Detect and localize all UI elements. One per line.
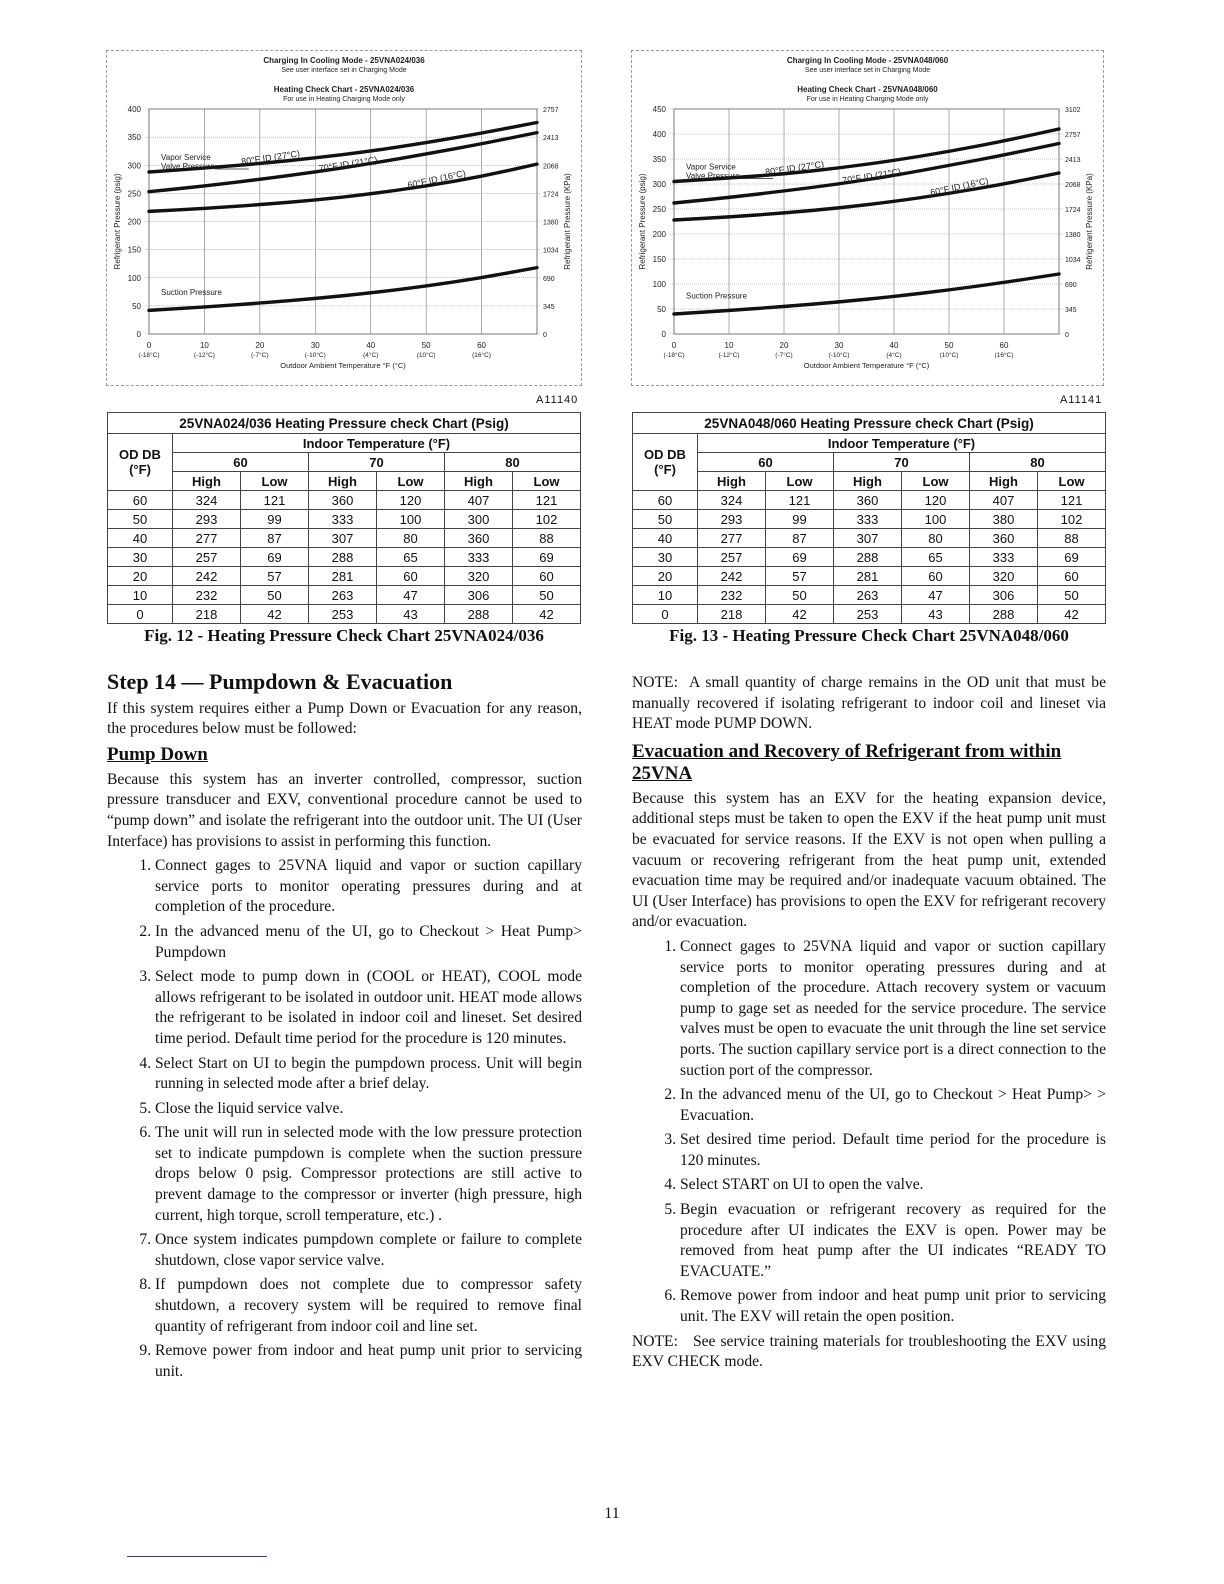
series-line-60f [149,164,537,211]
x-tick-label: 50 [421,341,431,350]
y-tick-label: 250 [127,189,141,199]
y-tick-label: 0 [136,330,141,339]
table-row [633,586,1106,605]
od-db-cell: 60 [108,491,173,510]
pressure-cell: 121 [241,491,309,510]
pressure-cell: 47 [377,586,445,605]
low-header: Low [766,472,834,491]
x-tick-label-celsius: (16°C) [994,352,1014,359]
temp-header: 60 [173,453,309,472]
od-db-cell: 50 [108,510,173,529]
evacuation-heading: Evacuation and Recovery of Refrigerant from within 25VNA [632,740,1062,784]
y-tick-label: 50 [657,305,666,314]
y-tick-label-right: 2413 [1065,157,1081,164]
chart-subtitle: See user interface set in Charging Mode [281,67,407,74]
x-tick-label: 40 [366,341,376,350]
y-tick-label: 350 [127,133,141,143]
y-tick-label-right: 3102 [1065,107,1081,114]
high-header: High [834,472,902,491]
evacuation-steps [632,937,1106,1328]
pressure-cell: 407 [970,491,1038,510]
pressure-cell: 360 [309,491,377,510]
pressure-cell: 288 [834,548,902,567]
x-tick-label-celsius: (-10°C) [304,352,326,359]
vapor-pressure-label [686,163,740,181]
pressure-cell: 102 [513,510,581,529]
low-header: Low [513,472,581,491]
curve-label-80f: 80°F ID (27°C) [764,158,825,178]
x-tick-label-celsius: (-12°C) [718,352,740,359]
od-db-cell: 0 [633,605,698,624]
table-row [108,510,581,529]
y-tick-label-right: 2068 [543,163,559,171]
pressure-cell: 242 [698,567,766,586]
pressure-cell: 87 [766,529,834,548]
pressure-cell: 50 [513,586,581,605]
curve-label-60f: 60°F ID (16°C) [406,168,467,191]
y-tick-label: 200 [127,217,141,227]
pressure-cell: 80 [902,529,970,548]
step-item: 9. Remove power from indoor and heat pump unit prior to servicing unit. [155,1341,582,1382]
low-header: Low [241,472,309,491]
pressure-cell: 50 [1038,586,1106,605]
pressure-cell: 99 [766,510,834,529]
table-row [633,529,1106,548]
chart-subtitle: See user interface set in Charging Mode [804,67,931,74]
pressure-cell: 333 [445,548,513,567]
pressure-cell: 50 [241,586,309,605]
y-tick-label: 250 [652,205,666,214]
pressure-cell: 88 [1038,529,1106,548]
figure-caption-left: Fig. 12 - Heating Pressure Check Chart 25VNA024/036 [144,626,544,645]
pressure-cell: 69 [1038,548,1106,567]
pressure-cell: 120 [902,491,970,510]
od-db-cell: 10 [633,586,698,605]
pressure-cell: 232 [173,586,241,605]
note-paragraph [632,1332,1106,1373]
x-tick-label-celsius: (-10°C) [828,352,850,359]
pressure-cell: 42 [1038,605,1106,624]
pressure-cell: 333 [309,510,377,529]
pressure-cell: 306 [445,586,513,605]
footer-rule [127,1556,267,1557]
y-tick-label-right: 2068 [1065,182,1081,189]
y-tick-label-right: 690 [1065,282,1077,289]
step-item: 3. Set desired time period. Default time period for the procedure is 120 minutes. [680,1130,1106,1171]
y-tick-label-right: 690 [543,275,555,283]
evacuation-paragraph: Because this system has an EXV for the heating expansion device, additional steps must be taken to open the EXV if the heat pump unit must be evacuated for service reasons. If the EXV is not open when pulling a vacuum or recovering refrigerant from the heat pump unit, extended evacuation time may be required and/or inadequate vacuum obtained. The UI (User Interface) has provisions to open the EXV for refrigerant recovery and/or evacuation. [632,789,1106,931]
pressure-cell: 300 [445,510,513,529]
od-db-cell: 30 [633,548,698,567]
pressure-cell: 281 [834,567,902,586]
pressure-cell: 293 [173,510,241,529]
x-tick-label: 0 [146,341,152,350]
x-tick-label: 60 [477,341,487,350]
pressure-table-left [107,412,581,624]
x-tick-label-celsius: (-18°C) [663,352,685,359]
pressure-cell: 307 [309,529,377,548]
pressure-cell: 121 [513,491,581,510]
y-axis-label-right: Refrigerant Pressure (KPa) [563,173,572,270]
x-tick-label: 20 [255,341,265,350]
table-row [633,491,1106,510]
pressure-cell: 333 [834,510,902,529]
pressure-cell: 60 [902,567,970,586]
chart-right [631,50,1104,386]
section-heading: Step 14 — Pumpdown & Evacuation [107,669,453,694]
pressure-cell: 121 [766,491,834,510]
x-tick-label: 40 [889,341,899,350]
x-tick-label: 50 [944,341,954,350]
y-tick-label-right: 0 [543,332,547,339]
x-tick-label: 10 [199,341,209,350]
pressure-table-right [632,412,1106,624]
pressure-cell: 253 [309,605,377,624]
od-db-cell: 50 [633,510,698,529]
y-tick-label-right: 2757 [543,107,559,114]
high-header: High [309,472,377,491]
step-item: 1. Connect gages to 25VNA liquid and vapor or suction capillary service ports to monitor operating pressures during and at completion of the procedure. Attach recovery system or vacuum pump to gage set as needed for the service procedure. The service valves must be open to evacuate the unit through the line set service ports. The suction capillary service port is a direct connection to the suction port of the compressor. [680,937,1106,1081]
pressure-cell: 263 [834,586,902,605]
step-item: 1. Connect gages to 25VNA liquid and vapor or suction capillary service ports to monitor operating pressures during and at completion of the procedure. [155,856,582,918]
table-row [108,529,581,548]
right-column [632,673,1106,1373]
pressure-cell: 69 [513,548,581,567]
pressure-cell: 47 [902,586,970,605]
pressure-cell: 293 [698,510,766,529]
od-db-cell: 30 [108,548,173,567]
table-row [633,510,1106,529]
temp-header: 60 [698,453,834,472]
y-tick-label-right: 345 [1065,307,1077,314]
pressure-cell: 43 [377,605,445,624]
chart-title: Heating Check Chart - 25VNA048/060 [797,85,938,94]
y-tick-label-right: 1034 [543,247,559,255]
pressure-cell: 277 [173,529,241,548]
figure-code-right: A11141 [1060,394,1103,406]
curve-label-70f: 70°F ID (21°C) [841,166,902,186]
y-tick-label: 350 [652,155,666,164]
y-tick-label: 0 [661,330,666,339]
od-db-cell: 40 [633,529,698,548]
table-row [633,605,1106,624]
pressure-cell: 87 [241,529,309,548]
pump-down-heading: Pump Down [107,743,208,765]
y-tick-label: 400 [652,130,666,139]
pressure-cell: 360 [445,529,513,548]
y-tick-label: 300 [652,180,666,189]
curve-label-70f: 70°F ID (21°C) [318,154,379,174]
note-text: See service training materials for troubleshooting the EXV using EXV CHECK mode. [632,1332,1106,1371]
pressure-cell: 88 [513,529,581,548]
pressure-cell: 60 [1038,567,1106,586]
left-column [107,669,582,1386]
pressure-cell: 50 [766,586,834,605]
suction-pressure-label: Suction Pressure [686,291,747,301]
table-row [633,548,1106,567]
pressure-cell: 232 [698,586,766,605]
page-number: 11 [604,1505,620,1522]
x-axis-label: Outdoor Ambient Temperature °F (°C) [803,361,930,370]
y-tick-label: 450 [652,105,666,114]
high-header: High [445,472,513,491]
table-title: 25VNA048/060 Heating Pressure check Chart (Psig) [633,413,1106,434]
x-tick-label-celsius: (10°C) [939,352,959,359]
pressure-cell: 333 [970,548,1038,567]
y-tick-label: 150 [127,245,141,255]
table-row [108,586,581,605]
pressure-cell: 65 [902,548,970,567]
od-db-cell: 0 [108,605,173,624]
curve-label-80f: 80°F ID (27°C) [240,148,301,167]
pressure-cell: 42 [241,605,309,624]
pressure-cell: 288 [445,605,513,624]
y-tick-label-right: 1380 [1065,232,1081,239]
vapor-pressure-label [161,153,215,171]
vapor-label-line: Valve Pressure [161,162,215,171]
pressure-cell: 380 [970,510,1038,529]
note-label: NOTE: [632,1332,678,1350]
pressure-cell: 42 [766,605,834,624]
x-tick-label: 60 [999,341,1009,350]
figure-caption-right: Fig. 13 - Heating Pressure Check Chart 25VNA048/060 [669,626,1069,645]
od-db-cell: 20 [633,567,698,586]
note-label: NOTE: [632,674,678,691]
x-tick-label-celsius: (10°C) [416,352,436,359]
pressure-cell: 57 [241,567,309,586]
temp-header: 70 [834,453,970,472]
indoor-temp-header: Indoor Temperature (°F) [173,434,581,453]
pump-down-paragraph: Because this system has an inverter controlled, compressor, suction pressure transducer and EXV, conventional procedure cannot be used to “pump down” and isolate the refrigerant into the outdoor unit. The UI (User Interface) has provisions to assist in performing this function. [107,770,582,850]
pressure-cell: 57 [766,567,834,586]
heating-check-chart-right [632,51,1103,385]
high-header: High [173,472,241,491]
y-tick-label-right: 0 [1065,332,1069,339]
pressure-cell: 42 [513,605,581,624]
table-row [108,548,581,567]
high-header: High [698,472,766,491]
table-row [108,491,581,510]
table-row [108,567,581,586]
chart-subtitle: For use in Heating Charging Mode only [806,96,929,103]
pressure-cell: 281 [309,567,377,586]
pressure-cell: 306 [970,586,1038,605]
pressure-cell: 263 [309,586,377,605]
y-axis-label: Refrigerant Pressure (psig) [638,173,647,270]
step-item: 6. Remove power from indoor and heat pump unit prior to servicing unit. The EXV will retain the open position. [680,1286,1106,1327]
pressure-cell: 320 [445,567,513,586]
pressure-cell: 257 [173,548,241,567]
pressure-cell: 320 [970,567,1038,586]
pressure-cell: 277 [698,529,766,548]
pressure-cell: 407 [445,491,513,510]
pressure-cell: 99 [241,510,309,529]
y-tick-label-right: 2757 [1065,132,1081,139]
curve-label-60f: 60°F ID (16°C) [929,175,990,198]
y-tick-label-right: 1034 [1065,257,1081,264]
step-item: 2. In the advanced menu of the UI, go to Checkout > Heat Pump> Pumpdown [155,922,582,963]
x-tick-label-celsius: (-18°C) [138,352,160,359]
x-tick-label: 0 [671,341,677,350]
pressure-cell: 218 [698,605,766,624]
od-db-header: OD DB (°F) [633,434,698,491]
step-item: 3. Select mode to pump down in (COOL or HEAT), COOL mode allows refrigerant to be isolated in outdoor unit. HEAT mode allows the refrigerant to be isolated in indoor coil and lineset. Set desired time period. Default time period for the procedure is 120 minutes. [155,967,582,1049]
chart-title: Charging In Cooling Mode - 25VNA048/060 [786,56,949,65]
table-row [108,605,581,624]
pressure-cell: 120 [377,491,445,510]
chart-left [106,50,582,386]
pressure-cell: 324 [173,491,241,510]
table-title: 25VNA024/036 Heating Pressure check Chart (Psig) [108,413,581,434]
x-tick-label-celsius: (4°C) [886,352,902,359]
pressure-cell: 307 [834,529,902,548]
note-paragraph [632,673,1106,735]
temp-header: 80 [445,453,581,472]
pressure-cell: 100 [377,510,445,529]
step-item: 2. In the advanced menu of the UI, go to Checkout > Heat Pump> > Evacuation. [680,1085,1106,1126]
y-tick-label: 50 [132,301,141,311]
pressure-cell: 360 [834,491,902,510]
step-item: 6. The unit will run in selected mode with the low pressure protection set to indicate pumpdown is complete when the suction pressure drops below 0 psig. Compressor protections are still active to prevent damage to the compressor or inverter (high pressure, high current, high torque, scroll temperature, etc.) . [155,1123,582,1226]
pressure-cell: 121 [1038,491,1106,510]
x-tick-label-celsius: (16°C) [472,352,492,359]
pressure-cell: 100 [902,510,970,529]
step-item: 8. If pumpdown does not complete due to compressor safety shutdown, a recovery system will be required to remove final quantity of refrigerant from indoor coil and line set. [155,1275,582,1337]
pressure-cell: 60 [377,567,445,586]
step-item: 4. Select Start on UI to begin the pumpdown process. Unit will begin running in selected mode after a brief delay. [155,1054,582,1095]
x-tick-label-celsius: (-7°C) [775,352,793,359]
y-tick-label: 400 [127,105,141,114]
y-tick-label-right: 1724 [1065,207,1081,214]
y-axis-label-right: Refrigerant Pressure (KPa) [1085,173,1094,270]
pressure-cell: 253 [834,605,902,624]
pressure-cell: 288 [309,548,377,567]
step-item: 4. Select START on UI to open the valve. [680,1175,1106,1196]
pressure-cell: 257 [698,548,766,567]
pressure-cell: 60 [513,567,581,586]
od-db-cell: 60 [633,491,698,510]
step-item: 5. Begin evacuation or refrigerant recovery as required for the procedure after UI indicates the EXV is open. Power may be removed from heat pump after the UI indicates “READY TO EVACUATE.” [680,1200,1106,1282]
chart-subtitle: For use in Heating Charging Mode only [283,96,405,103]
y-tick-label-right: 345 [543,303,555,311]
indoor-temp-header: Indoor Temperature (°F) [698,434,1106,453]
pressure-cell: 43 [902,605,970,624]
low-header: Low [1038,472,1106,491]
step-item: 7. Once system indicates pumpdown complete or failure to complete shutdown, close vapor service valve. [155,1230,582,1271]
y-tick-label: 150 [652,255,666,264]
od-db-cell: 40 [108,529,173,548]
vapor-label-line: Valve Pressure [686,171,740,181]
x-tick-label-celsius: (-12°C) [193,352,215,359]
od-db-cell: 20 [108,567,173,586]
x-tick-label-celsius: (4°C) [363,352,379,359]
od-db-header: OD DB (°F) [108,434,173,491]
table-row [633,567,1106,586]
vapor-label-line: Vapor Service [161,153,211,162]
table-body [108,491,581,624]
x-tick-label: 30 [834,341,844,350]
suction-pressure-label: Suction Pressure [161,288,222,297]
temp-header: 70 [309,453,445,472]
vapor-label-line: Vapor Service [686,162,736,172]
pressure-cell: 65 [377,548,445,567]
low-header: Low [902,472,970,491]
chart-title: Heating Check Chart - 25VNA024/036 [273,85,415,94]
temp-header: 80 [970,453,1106,472]
pressure-cell: 80 [377,529,445,548]
low-header: Low [377,472,445,491]
y-tick-label: 300 [127,161,141,171]
pressure-cell: 324 [698,491,766,510]
chart-title: Charging In Cooling Mode - 25VNA024/036 [263,56,425,65]
step-item: 5. Close the liquid service valve. [155,1099,582,1120]
figure-code-left: A11140 [536,394,579,406]
pressure-cell: 69 [241,548,309,567]
x-tick-label: 30 [310,341,320,350]
table-body [633,491,1106,624]
y-tick-label-right: 1724 [543,191,559,199]
note-text: A small quantity of charge remains in the OD unit that must be manually recovered if isolating refrigerant to indoor coil and lineset via HEAT mode PUMP DOWN. [632,674,1106,733]
pressure-cell: 69 [766,548,834,567]
pressure-cell: 242 [173,567,241,586]
y-tick-label: 100 [127,273,141,283]
pressure-cell: 102 [1038,510,1106,529]
y-tick-label: 100 [652,280,666,289]
pressure-cell: 360 [970,529,1038,548]
x-tick-label-celsius: (-7°C) [251,352,269,359]
pump-down-steps [107,856,582,1382]
intro-paragraph: If this system requires either a Pump Down or Evacuation for any reason, the procedures below must be followed: [107,699,582,738]
y-axis-label: Refrigerant Pressure (psig) [113,173,122,270]
x-tick-label: 10 [724,341,734,350]
pressure-cell: 218 [173,605,241,624]
y-tick-label-right: 2413 [543,135,559,143]
od-db-cell: 10 [108,586,173,605]
high-header: High [970,472,1038,491]
pressure-cell: 288 [970,605,1038,624]
heating-check-chart-left [107,51,581,385]
y-tick-label-right: 1380 [543,219,559,227]
x-axis-label: Outdoor Ambient Temperature °F (°C) [280,361,406,370]
x-tick-label: 20 [779,341,789,350]
y-tick-label: 200 [652,230,666,239]
